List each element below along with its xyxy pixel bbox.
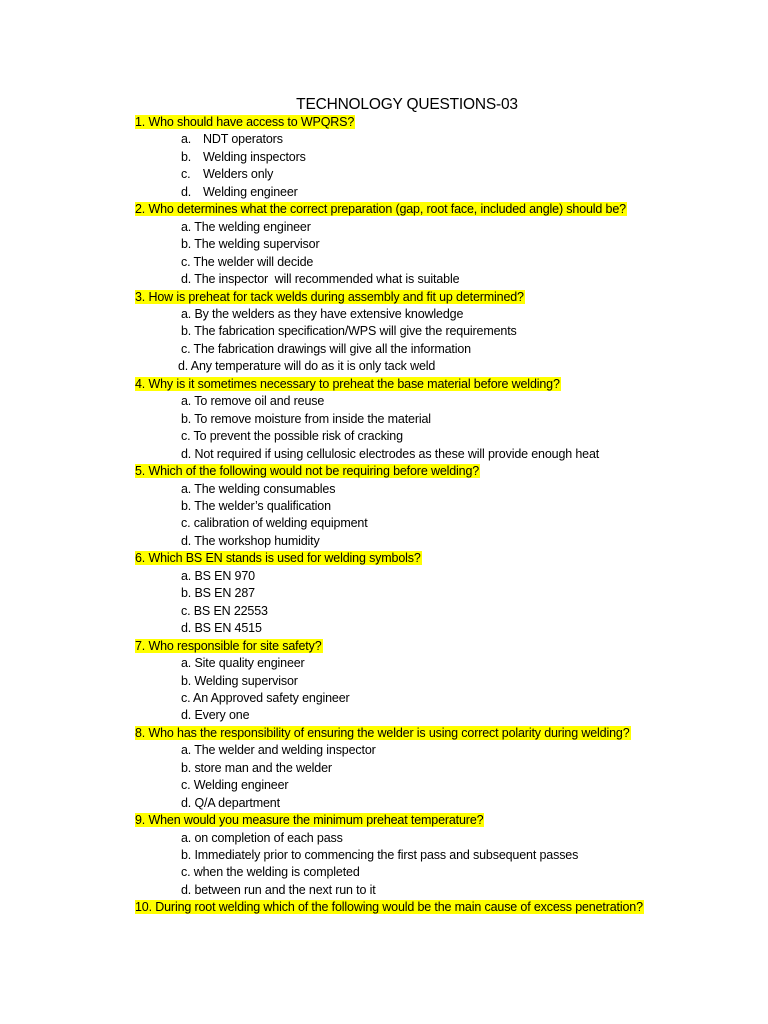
question-item [135, 376, 755, 463]
option-letter: a. [181, 132, 192, 147]
option-list [135, 306, 755, 376]
option-list [135, 655, 755, 725]
option-text: Welders only [203, 167, 274, 182]
option-item: c. calibration of welding equipment [181, 516, 368, 531]
option-item: b. Welding supervisor [181, 673, 298, 688]
option-item: b. To remove moisture from inside the material [181, 411, 431, 426]
page-title: TECHNOLOGY QUESTIONS-03 [296, 96, 518, 113]
question-text: 7. Who responsible for site safety? [135, 638, 322, 653]
option-item: b. store man and the welder [181, 760, 332, 775]
question-text: 3. How is preheat for tack welds during assembly and fit up determined? [135, 289, 524, 304]
option-item: d. BS EN 4515 [181, 621, 262, 636]
option-item: c. when the welding is completed [181, 865, 360, 880]
option-item [135, 131, 755, 148]
option-text: Welding engineer [203, 184, 298, 199]
question-item [135, 550, 755, 637]
option-item: c. The welder will decide [181, 254, 314, 269]
question-text: 6. Which BS EN stands is used for welding symbols? [135, 551, 421, 566]
option-item: d. Q/A department [181, 795, 280, 810]
question-item [135, 201, 755, 288]
option-item: d. Every one [181, 708, 250, 723]
option-item: a. The welder and welding inspector [181, 743, 376, 758]
option-list [135, 481, 755, 551]
option-text: NDT operators [203, 132, 283, 147]
question-text: 1. Who should have access to WPQRS? [135, 115, 355, 129]
option-item [135, 166, 755, 183]
question-text: 10. During root welding which of the following would be the main cause of excess penetration? [135, 900, 643, 915]
question-item [135, 899, 755, 916]
option-item: b. BS EN 287 [181, 586, 255, 601]
option-text: Welding inspectors [203, 149, 306, 164]
question-text: 2. Who determines what the correct preparation (gap, root face, included angle) should be? [135, 202, 626, 217]
option-list [135, 219, 755, 289]
option-item: d. between run and the next run to it [181, 882, 376, 897]
option-item: d. The inspector will recommended what is suitable [181, 272, 460, 287]
option-item: c. BS EN 22553 [181, 603, 268, 618]
option-list [135, 830, 755, 900]
option-item: a. Site quality engineer [181, 656, 305, 671]
question-item [135, 725, 755, 812]
option-item: b. Immediately prior to commencing the first pass and subsequent passes [181, 848, 579, 863]
option-item: a. The welding engineer [181, 219, 311, 234]
option-item: a. BS EN 970 [181, 568, 255, 583]
option-item: a. To remove oil and reuse [181, 394, 325, 409]
option-letter: b. [181, 149, 192, 164]
option-letter: c. [181, 167, 191, 182]
question-text: 9. When would you measure the minimum preheat temperature? [135, 813, 484, 828]
option-item: c. An Approved safety engineer [181, 690, 350, 705]
option-item [135, 149, 755, 166]
option-letter: d. [181, 184, 192, 199]
option-list [135, 742, 755, 812]
option-item: b. The welding supervisor [181, 237, 320, 252]
question-list [135, 114, 755, 917]
option-item: b. The welder’s qualification [181, 498, 331, 513]
question-item [135, 114, 755, 201]
option-item: b. The fabrication specification/WPS will give the requirements [181, 324, 517, 339]
option-item: c. Welding engineer [181, 778, 289, 793]
option-item: a. on completion of each pass [181, 830, 343, 845]
option-item: d. Any temperature will do as it is only tack weld [178, 359, 436, 374]
option-item: d. Not required if using cellulosic electrodes as these will provide enough heat [181, 446, 600, 461]
option-item: a. The welding consumables [181, 481, 336, 496]
option-item [135, 184, 755, 201]
question-item [135, 463, 755, 550]
question-item [135, 289, 755, 376]
option-item: a. By the welders as they have extensive knowledge [181, 306, 464, 321]
option-list [135, 568, 755, 638]
option-item: d. The workshop humidity [181, 533, 320, 548]
option-item: c. The fabrication drawings will give all the information [181, 341, 471, 356]
option-item: c. To prevent the possible risk of cracking [181, 429, 403, 444]
question-item [135, 638, 755, 725]
option-list [135, 131, 755, 201]
question-text: 4. Why is it sometimes necessary to preheat the base material before welding? [135, 376, 560, 391]
question-text: 5. Which of the following would not be requiring before welding? [135, 464, 480, 479]
question-text: 8. Who has the responsibility of ensuring the welder is using correct polarity during welding? [135, 725, 630, 740]
question-item [135, 812, 755, 899]
option-list [135, 393, 755, 463]
